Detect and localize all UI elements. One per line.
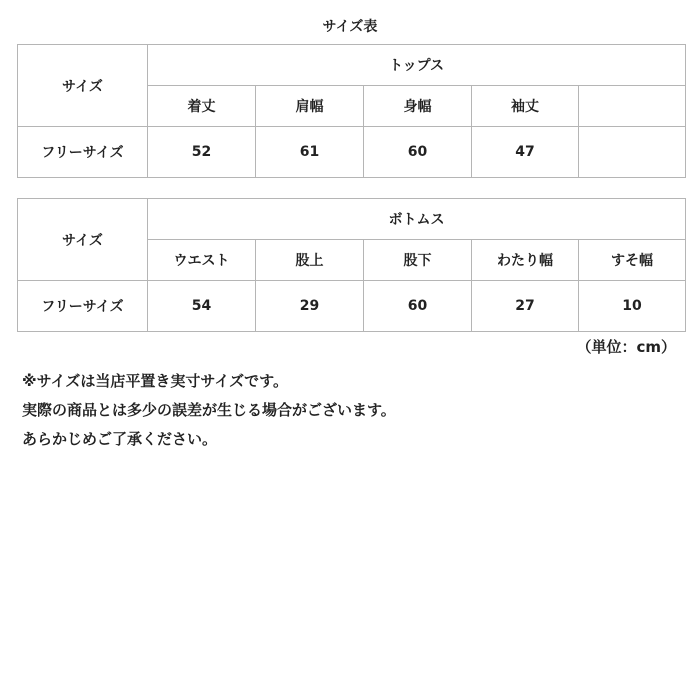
bottoms-size-table — [17, 198, 686, 332]
value-cell: 29 — [256, 281, 364, 332]
bottoms-group-header: ボトムス — [148, 199, 686, 240]
unit-label: （単位：cm） — [576, 338, 676, 356]
value-cell: 10 — [579, 281, 686, 332]
row-label: フリーサイズ — [18, 127, 148, 178]
value-cell: 54 — [148, 281, 256, 332]
column-header: 身幅 — [364, 86, 472, 127]
column-header: 袖丈 — [472, 86, 579, 127]
column-header: 肩幅 — [256, 86, 364, 127]
note-line: ※サイズは当店平置き実寸サイズです。 — [22, 372, 288, 390]
value-cell: 52 — [148, 127, 256, 178]
notes — [22, 367, 396, 454]
column-header: 股下 — [364, 240, 472, 281]
column-header: 着丈 — [148, 86, 256, 127]
value-cell: 60 — [364, 127, 472, 178]
tops-group-header: トップス — [148, 45, 686, 86]
page-title: サイズ表 — [322, 19, 378, 35]
column-header: 股上 — [256, 240, 364, 281]
size-header-cell: サイズ — [18, 45, 148, 127]
value-cell: 27 — [472, 281, 579, 332]
value-cell — [579, 127, 686, 178]
column-header: わたり幅 — [472, 240, 579, 281]
column-header: すそ幅 — [579, 240, 686, 281]
row-label: フリーサイズ — [18, 281, 148, 332]
column-header — [579, 86, 686, 127]
value-cell: 47 — [472, 127, 579, 178]
column-header: ウエスト — [148, 240, 256, 281]
note-line: 実際の商品とは多少の誤差が生じる場合がございます。 — [22, 401, 396, 419]
tops-size-table — [17, 44, 686, 178]
size-header-cell: サイズ — [18, 199, 148, 281]
value-cell: 60 — [364, 281, 472, 332]
note-line: あらかじめご了承ください。 — [22, 430, 218, 448]
value-cell: 61 — [256, 127, 364, 178]
